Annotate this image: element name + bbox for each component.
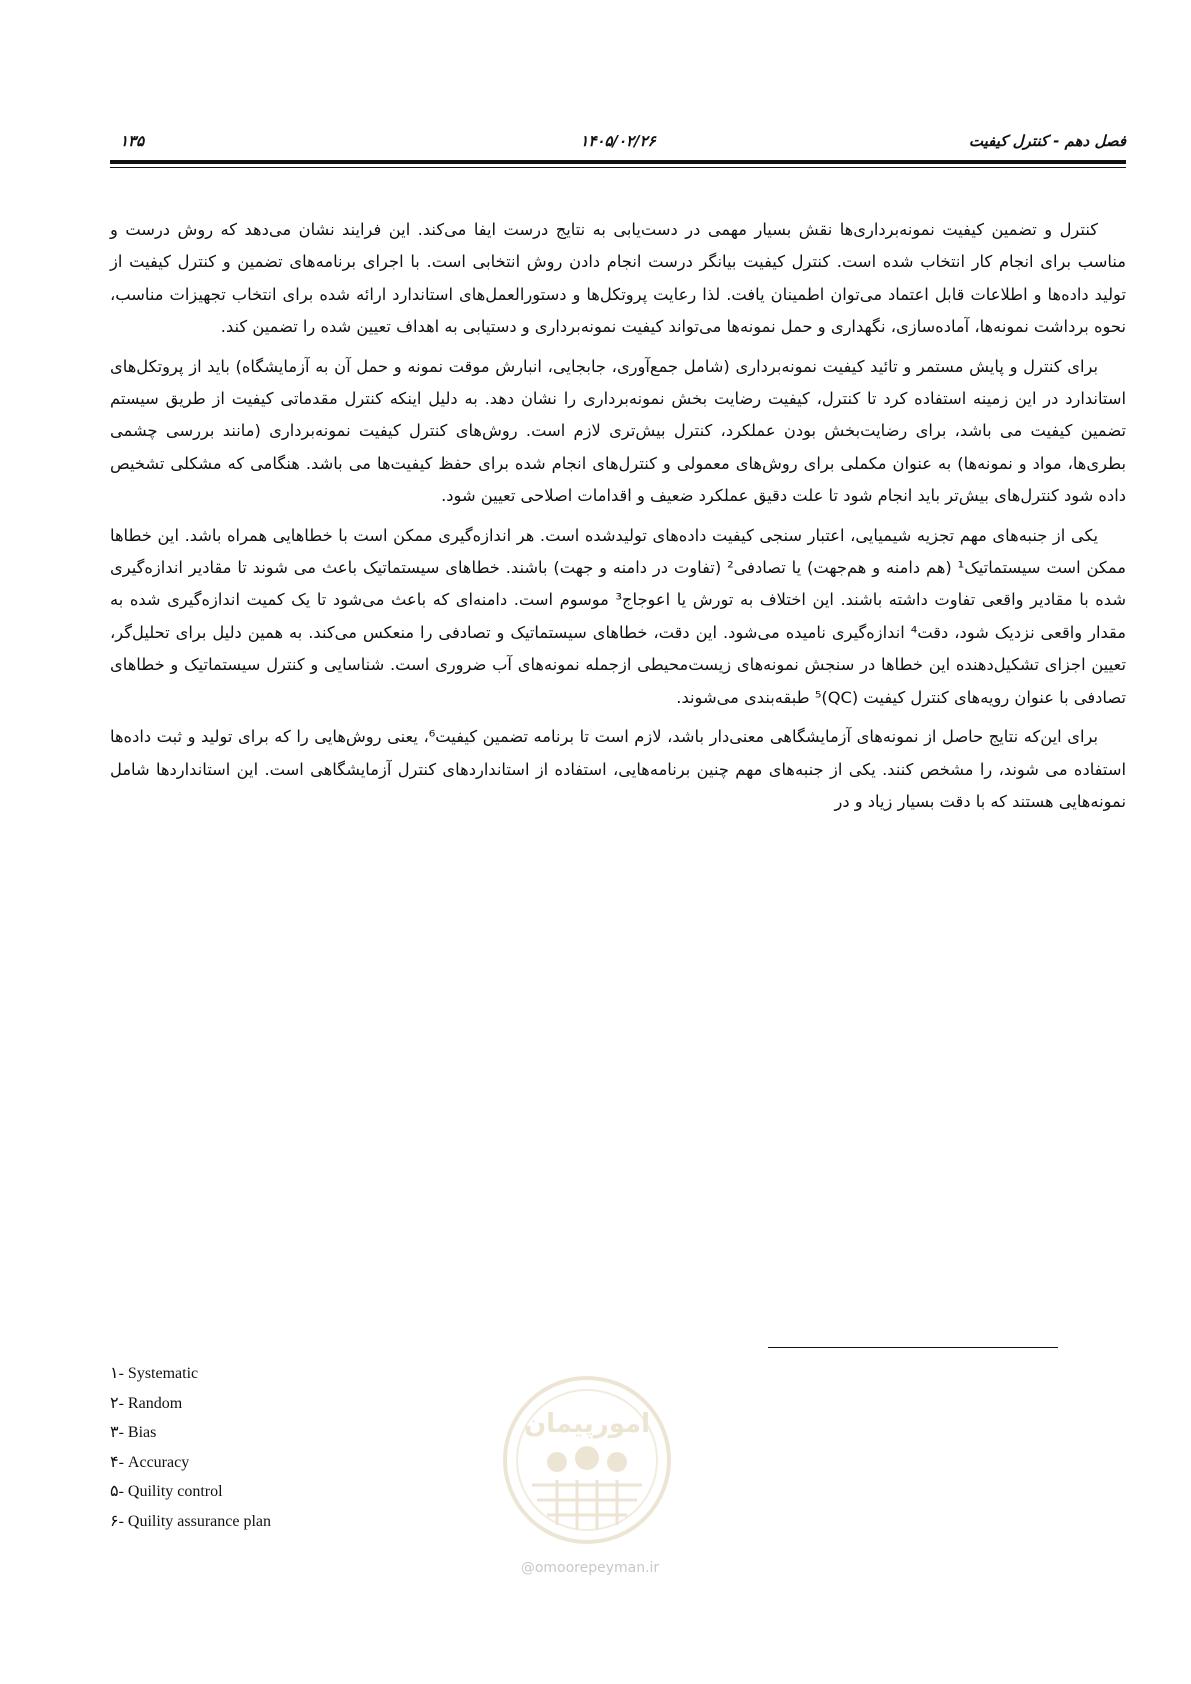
chapter-title: فصل دهم - کنترل کیفیت	[968, 132, 1126, 150]
footnote-item: ۱- Systematic	[110, 1365, 199, 1382]
page-number: ۱۳۵	[120, 132, 145, 150]
paragraph: یکی از جنبه‌های مهم تجزیه شیمیایی، اعتبار سنجی کیفیت داده‌های تولیدشده است. هر اندازه‌گیری ممکن است با خطاهایی همراه باشد. این خطاها ممکن است سیستماتیک¹ (هم دامنه و هم‌جهت) یا تصادفی² (تفاوت در دامنه و جهت) باشند. خطاهای سیستماتیک باعث می شوند تا مقادیر اندازه‌گیری شده با مقادیر واقعی تفاوت داشته باشند. این اختلاف به تورش یا اعوجاج³ موسوم است. دامنه‌ای که باعث می‌شود تا یک کمیت اندازه‌گیری شده به مقدار واقعی نزدیک شود، دقت⁴ اندازه‌گیری نامیده می‌شود. این دقت، خطاهای سیستماتیک و تصادفی را منعکس می‌کند. به همین دلیل برای تحلیل‌گر، تعیین اجزای تشکیل‌دهنده این خطاها در سنجش نمونه‌های زیست‌محیطی ازجمله نمونه‌های آب ضروری است. شناسایی و کنترل سیستماتیک و خطاهای تصادفی با عنوان رویه‌های کنترل کیفیت (QC)⁵ طبقه‌بندی می‌شوند.	[110, 525, 1126, 707]
watermark-site: @omoorepeyman.ir	[520, 1560, 660, 1576]
watermark-logo-icon	[487, 1370, 687, 1550]
paragraph: برای این‌که نتایج حاصل از نمونه‌های آزمایشگاهی معنی‌دار باشد، لازم است تا برنامه تضمین کیفیت⁶، یعنی روش‌هایی را که برای تولید و ثبت داده‌ها استفاده می شوند، را مشخص کنند. یکی از جنبه‌های مهم چنین برنامه‌هایی، استفاده از استانداردهای کنترل آزمایشگاهی است. این استانداردها شامل نمونه‌هایی هستند که با دقت بسیار زیاد و در	[110, 727, 1126, 811]
paragraph: برای کنترل و پایش مستمر و تائید کیفیت نمونه‌برداری (شامل جمع‌آوری، جابجایی، انبارش موقت نمونه و حمل آن به آزمایشگاه) باید از پروتکل‌های استاندارد در این زمینه استفاده کرد تا کنترل، کیفیت رضایت بخش نمونه‌برداری را نشان دهد. به دلیل اینکه کنترل مقدماتی کیفیت از طریق سیستم تضمین کیفیت می باشد، برای رضایت‌بخش بودن عملکرد، کنترل بیش‌تری لازم است. روش‌های کنترل کیفیت نمونه‌برداری (مانند بررسی چشمی بطری‌ها، مواد و نمونه‌ها) به عنوان مکملی برای روش‌های معمولی و کنترل‌های انجام شده برای حفظ کیفیت‌ها می باشد. هنگامی که مشکلی تشخیص داده شود کنترل‌های بیش‌تر باید انجام شود تا علت دقیق عملکرد ضعیف و اقدامات اصلاحی تعیین شود.	[110, 356, 1126, 506]
paragraph: کنترل و تضمین کیفیت نمونه‌برداری‌ها نقش بسیار مهمی در دست‌یابی به نتایج درست ایفا می‌کند. این فرایند نشان می‌دهد که روش درست و مناسب برای انجام کار انتخاب شده است. کنترل کیفیت بیانگر درست انجام دادن روش انتخابی است. با اجرای برنامه‌های تضمین و کنترل کیفیت از تولید داده‌ها و اطلاعات قابل اعتماد می‌توان اطمینان یافت. لذا رعایت پروتکل‌ها و دستورالعمل‌های استاندارد ارائه شده برای انتخاب تجهیزات مناسب، نحوه برداشت نمونه‌ها، آماده‌سازی، نگهداری و حمل نمونه‌ها می‌تواند کیفیت نمونه‌برداری و دستیابی به اهداف تعیین شده را تضمین کند.	[110, 220, 1126, 337]
footnote-item: ۲- Random	[110, 1394, 183, 1412]
body-text	[110, 214, 1126, 825]
svg-text:امورپیمان: امورپیمان	[523, 1409, 651, 1439]
footnotes	[110, 1359, 440, 1536]
page-header	[110, 128, 1126, 158]
header-date: ۱۴۰۵/۰۲/۲۶	[580, 132, 656, 150]
header-rule-thick	[110, 160, 1126, 164]
footnote-item: ۵- Quility control	[110, 1483, 223, 1500]
footnote-item: ۶- Quility assurance plan	[110, 1512, 271, 1530]
footnote-separator	[768, 1347, 1058, 1348]
header-rule-thin	[110, 167, 1126, 168]
footnote-item: ۳- Bias	[110, 1424, 157, 1441]
footnote-item: ۴- Accuracy	[110, 1453, 190, 1471]
